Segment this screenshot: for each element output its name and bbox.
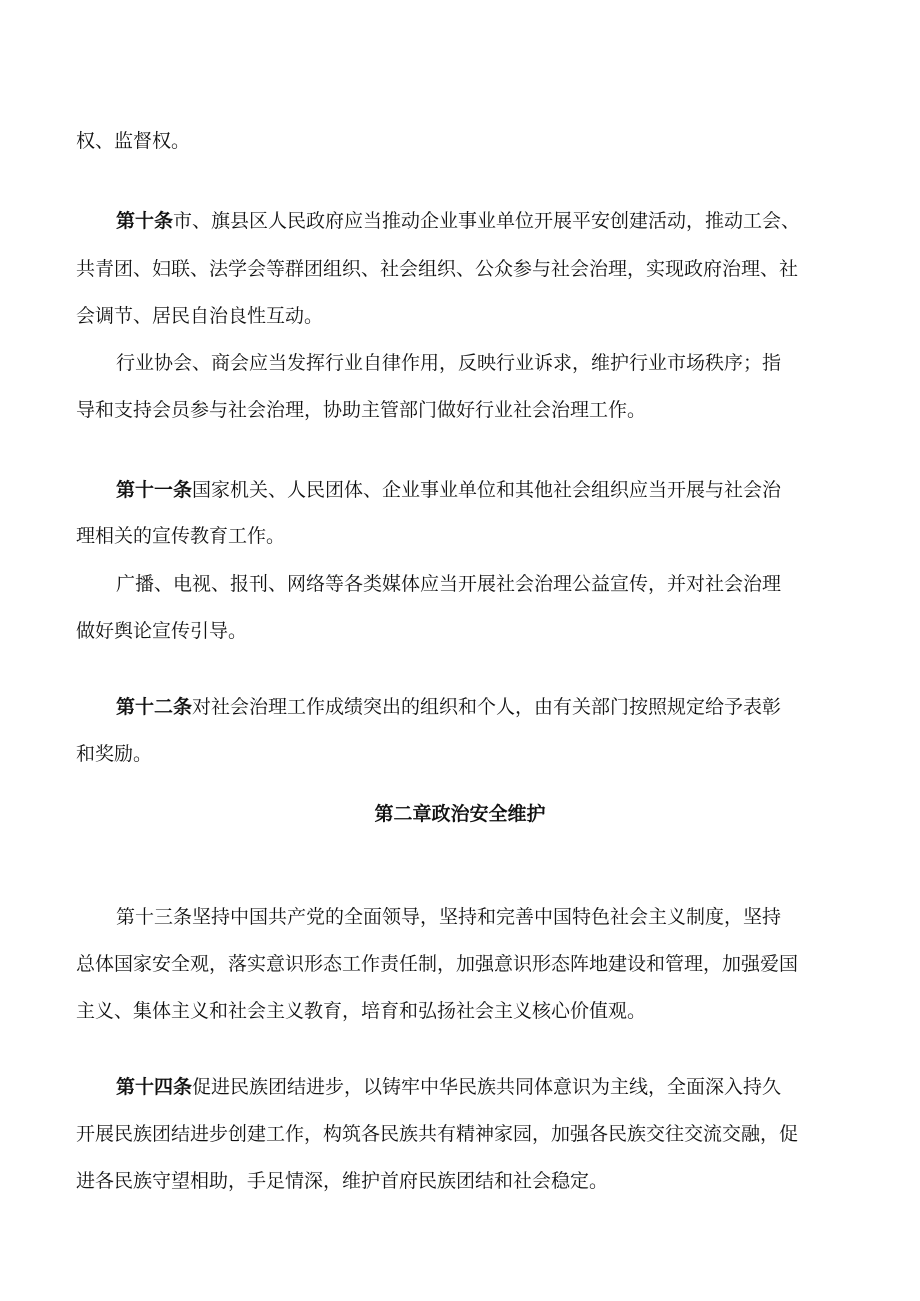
- carry-over-text: 权、监督权。: [76, 130, 191, 152]
- article-11-line-2: 理相关的宣传教育工作。: [76, 525, 286, 547]
- article-10-line-1: 第十条市、旗县区人民政府应当推动企业事业单位开展平安创建活动，推动工会、: [116, 210, 801, 232]
- article-10-para-2-line-1: 行业协会、商会应当发挥行业自律作用，反映行业诉求，维护行业市场秩序；指: [116, 352, 782, 374]
- article-14-line-3: 进各民族守望相助，手足情深，维护首府民族团结和社会稳定。: [76, 1170, 609, 1192]
- article-13-line-2: 总体国家安全观，落实意识形态工作责任制，加强意识形态阵地建设和管理，加强爱国: [76, 953, 799, 975]
- article-12-line-1: 第十二条对社会治理工作成绩突出的组织和个人，由有关部门按照规定给予表彰: [116, 696, 782, 718]
- article-13-line-3: 主义、集体主义和社会主义教育，培育和弘扬社会主义核心价值观。: [76, 1000, 647, 1022]
- article-11-para-2-line-2: 做好舆论宣传引导。: [76, 620, 248, 642]
- article-12-label: 第十二条: [116, 696, 193, 718]
- article-12-line-2: 和奖励。: [76, 743, 153, 765]
- article-11-label: 第十一条: [116, 479, 193, 501]
- article-10-para-2-line-2: 导和支持会员参与社会治理，协助主管部门做好行业社会治理工作。: [76, 399, 647, 421]
- article-10-line-2: 共青团、妇联、法学会等群团组织、社会组织、公众参与社会治理，实现政府治理、社: [76, 258, 799, 280]
- article-14-line-2: 开展民族团结进步创建工作，构筑各民族共有精神家园，加强各民族交往交流交融，促: [76, 1123, 799, 1145]
- article-10-label: 第十条: [116, 210, 174, 232]
- article-13-line-1: 第十三条坚持中国共产党的全面领导，坚持和完善中国特色社会主义制度，坚持: [116, 906, 782, 928]
- article-10-line-3: 会调节、居民自治良性互动。: [76, 305, 324, 327]
- article-14-line-1: 第十四条促进民族团结进步，以铸牢中华民族共同体意识为主线，全面深入持久: [116, 1076, 782, 1098]
- article-11-line-1: 第十一条国家机关、人民团体、企业事业单位和其他社会组织应当开展与社会治: [116, 479, 782, 501]
- article-11-para-2-line-1: 广播、电视、报刊、网络等各类媒体应当开展社会治理公益宣传，并对社会治理: [116, 573, 782, 595]
- chapter-heading: 第二章政治安全维护: [374, 803, 546, 825]
- article-14-label: 第十四条: [116, 1076, 193, 1098]
